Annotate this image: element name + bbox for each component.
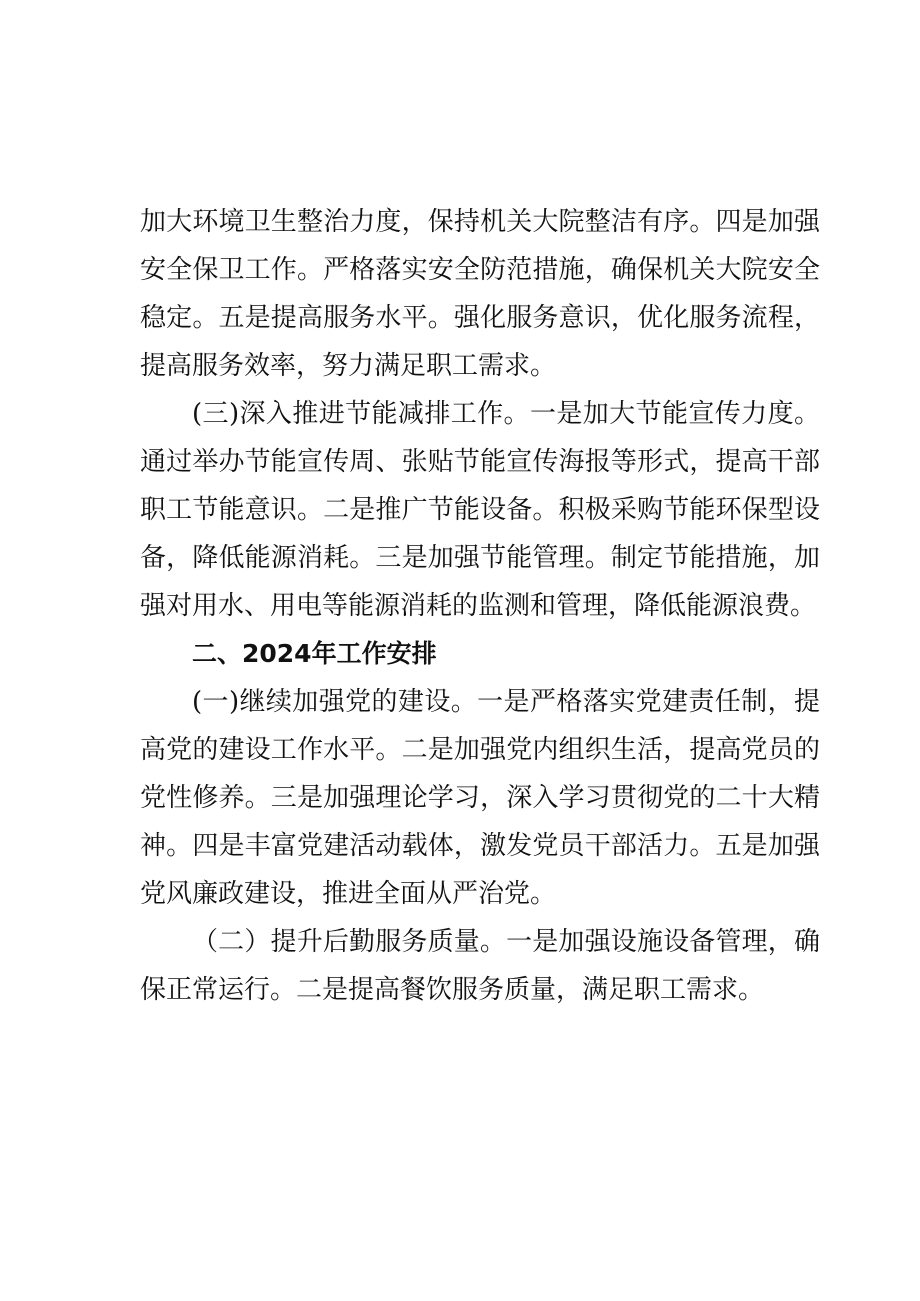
paragraph-party-building: (一)继续加强党的建设。一是严格落实党建责任制，提高党的建设工作水平。二是加强党内组织生活，提高党员的党性修养。三是加强理论学习，深入学习贯彻党的二十大精神。四是丰富党建活动载体，激发党员干部活力。五是加强党风廉政建设，推进全面从严治党。 bbox=[140, 687, 820, 909]
document-body bbox=[140, 198, 820, 1014]
paragraph-environment-security-service: 加大环境卫生整治力度，保持机关大院整洁有序。四是加强安全保卫工作。严格落实安全防范措施，确保机关大院安全稳定。五是提高服务水平。强化服务意识，优化服务流程，提高服务效率，努力满足职工需求。 bbox=[140, 207, 820, 381]
section-heading-2024-plan: 二、2024年工作安排 bbox=[192, 639, 437, 668]
paragraph-energy-saving: (三)深入推进节能减排工作。一是加大节能宣传力度。通过举办节能宣传周、张贴节能宣传海报等形式，提高干部职工节能意识。二是推广节能设备。积极采购节能环保型设备，降低能源消耗。三是加强节能管理。制定节能措施，加强对用水、用电等能源消耗的监测和管理，降低能源浪费。 bbox=[140, 399, 820, 621]
paragraph-logistics-service: （二）提升后勤服务质量。一是加强设施设备管理，确保正常运行。二是提高餐饮服务质量，满足职工需求。 bbox=[140, 927, 820, 1005]
